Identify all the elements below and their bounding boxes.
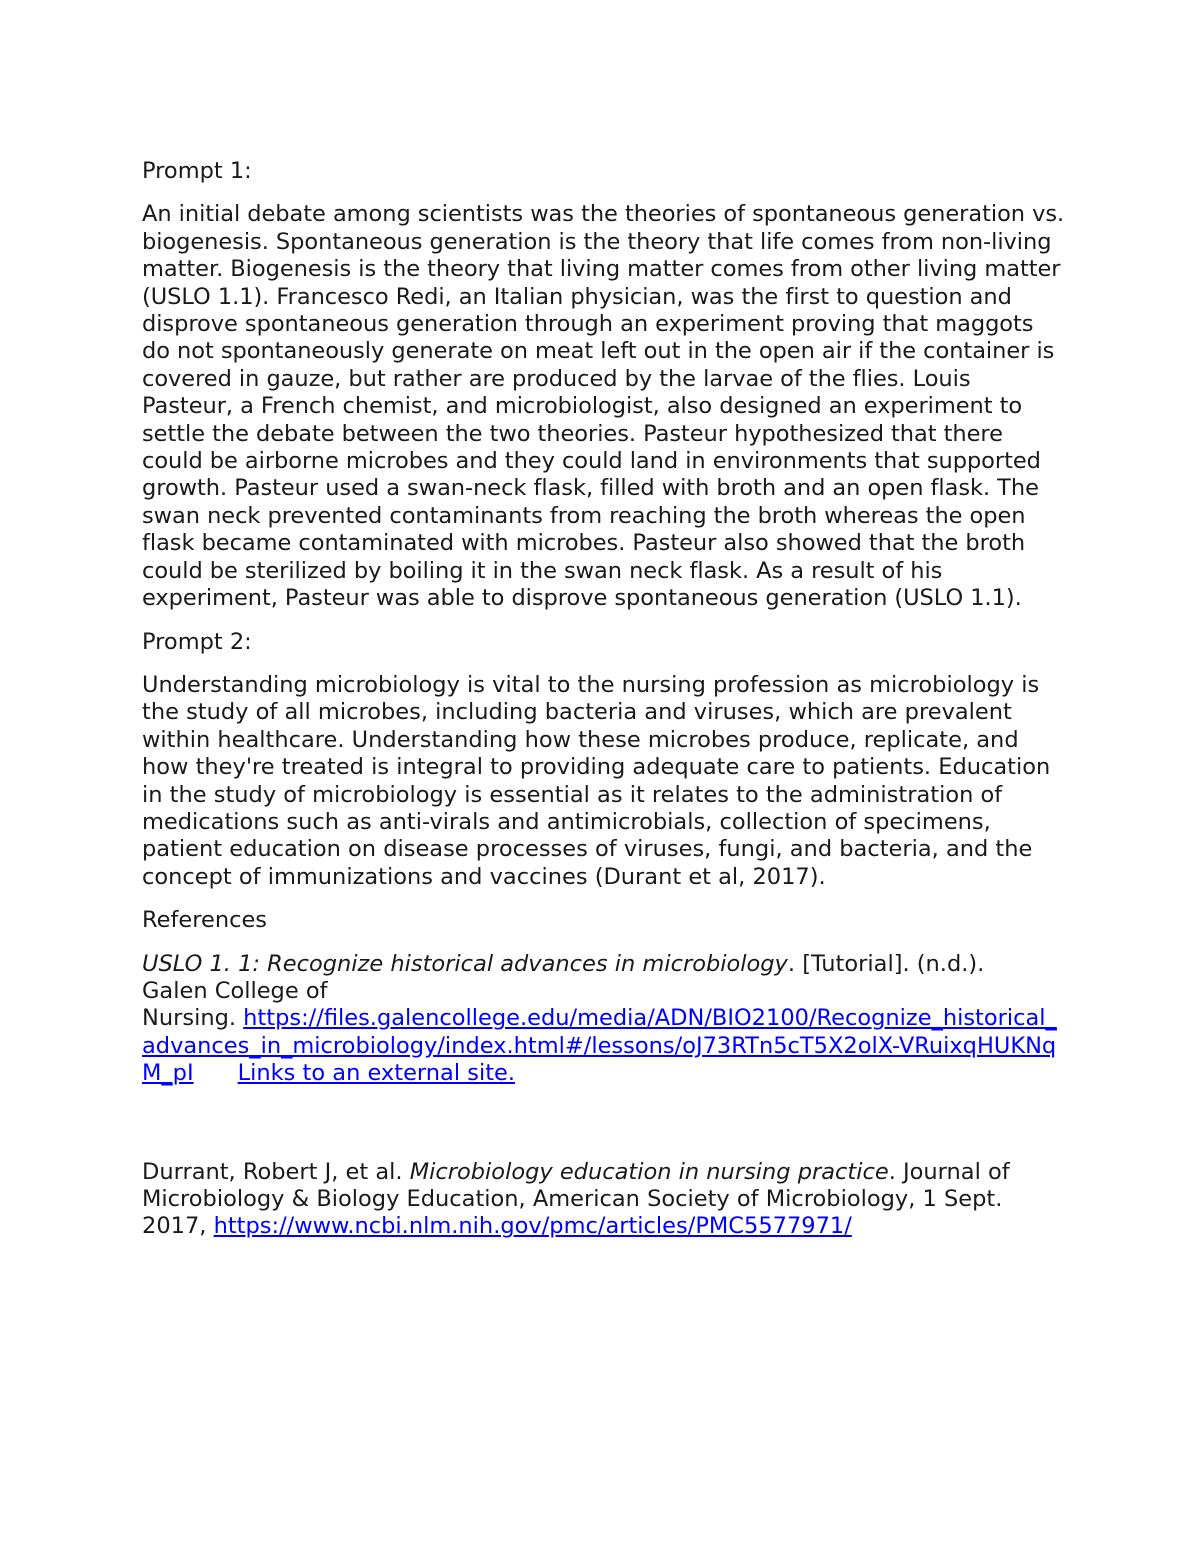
references-heading: References: [142, 907, 268, 934]
reference-1-url-link[interactable]: https://files.galencollege.edu/media/ADN/BIO2100/Recognize_historical_advances_in_microbiology/index.html#/lessons/oJ73RTn5cT5X2olX-VRuixqHUKNqM_pI: [142, 1005, 1057, 1087]
prompt-2-paragraph: Understanding microbiology is vital to the nursing profession as microbiology is the study of all microbes, including bacteria and viruses, which are prevalent within healthcare. Understanding how these microbes produce, replicate, and how they're treated is integral to providing adequate care to patients. Education in the study of microbiology is essential as it relates to the administration of medications such as anti-virals and antimicrobials, collection of specimens, patient education on disease processes of viruses, fungi, and bacteria, and the concept of immunizations and vaccines (Durant et al, 2017).: [142, 671, 1051, 890]
prompt-2-heading: Prompt 2:: [142, 628, 252, 655]
reference-1-type: . [Tutorial]. (n.d.).: [787, 950, 985, 977]
reference-2-url-link[interactable]: https://www.ncbi.nlm.nih.gov/pmc/articles/PMC5577971/: [213, 1213, 852, 1240]
reference-2: [142, 1159, 1067, 1241]
reference-1-publisher-cont: Nursing.: [142, 1005, 244, 1032]
external-site-link[interactable]: Links to an external site.: [237, 1060, 516, 1087]
reference-2-authors: Durrant, Robert J, et al.: [142, 1158, 410, 1185]
reference-1-publisher: Galen College of: [142, 977, 328, 1004]
reference-1: [142, 951, 1067, 1088]
reference-2-details: . Journal of Microbiology & Biology Education, American Society of Microbiology, 1 Sept. 2017,: [142, 1158, 1010, 1240]
document-page: [142, 158, 1067, 1241]
prompt-1-paragraph: An initial debate among scientists was the theories of spontaneous generation vs. biogenesis. Spontaneous generation is the theory that life comes from non-living matter. Biogenesis is the theory that living matter comes from other living matter (USLO 1.1). Francesco Redi, an Italian physician, was the first to question and disprove spontaneous generation through an experiment proving that maggots do not spontaneously generate on meat left out in the open air if the container is covered in gauze, but rather are produced by the larvae of the flies. Louis Pasteur, a French chemist, and microbiologist, also designed an experiment to settle the debate between the two theories. Pasteur hypothesized that there could be airborne microbes and they could land in environments that supported growth. Pasteur used a swan-neck flask, filled with broth and an open flask. The swan neck prevented contaminants from reaching the broth whereas the open flask became contaminated with microbes. Pasteur also showed that the broth could be sterilized by boiling it in the swan neck flask. As a result of his experiment, Pasteur was able to disprove spontaneous generation (USLO 1.1).: [142, 201, 1065, 612]
reference-1-title: USLO 1. 1: Recognize historical advances in microbiology: [142, 950, 788, 977]
reference-2-title: Microbiology education in nursing practice: [409, 1158, 889, 1185]
reference-spacer: [142, 1088, 1067, 1159]
prompt-1-heading: Prompt 1:: [142, 158, 252, 184]
